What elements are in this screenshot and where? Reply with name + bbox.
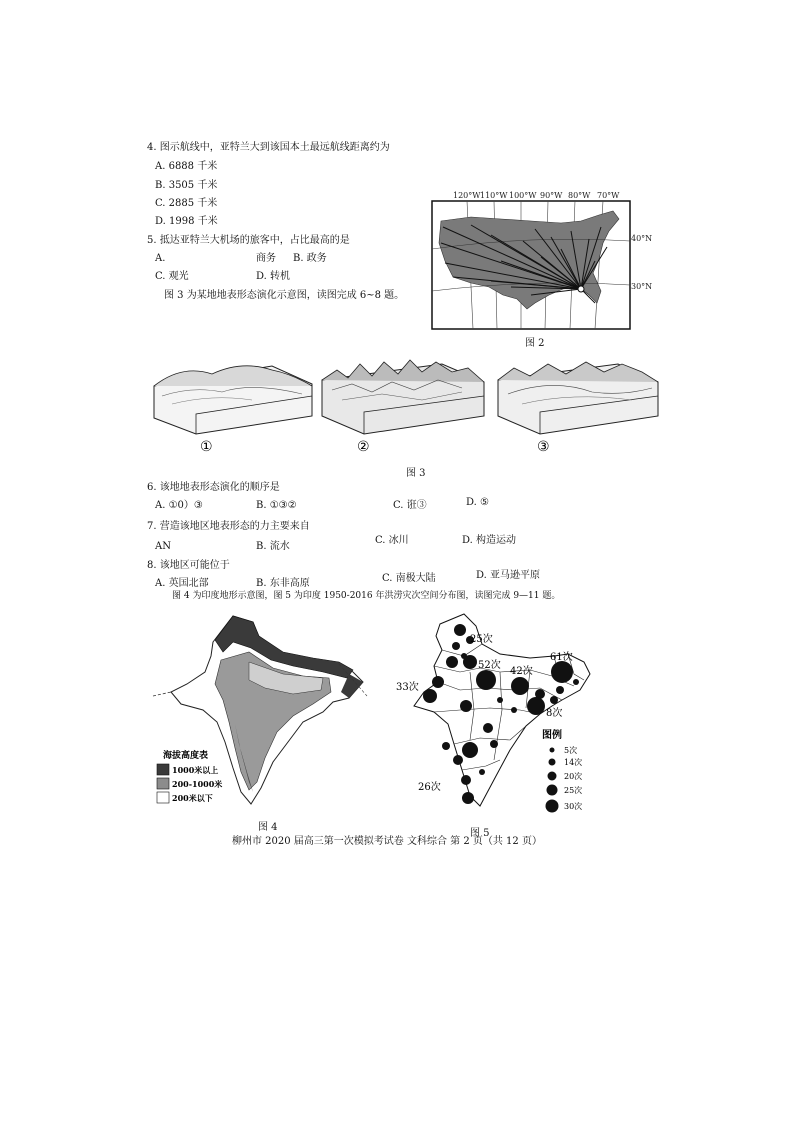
fig5-legend-item: 5次 [564, 746, 578, 755]
fig5-legend-item: 30次 [564, 802, 583, 811]
fig5-legend-title: 图例 [542, 730, 562, 741]
q6-option-a: A. ①0）③ [155, 500, 203, 511]
fig4-legend-item: 1000米以上 [172, 765, 219, 775]
q4-stem: 4. 图示航线中，亚特兰大到该国本土最远航线距离约为 [147, 142, 390, 153]
fig3-caption: 图 3 [406, 468, 426, 479]
fig5-india-flood-map [390, 610, 600, 820]
q5-option-b: B. 政务 [293, 253, 327, 264]
fig2-lon-label: 80°W [568, 191, 591, 200]
fig5-map-label: 61次 [550, 652, 573, 663]
q7-option-d: D. 构造运动 [462, 535, 517, 546]
q5-stem: 5. 抵达亚特兰大机场的旅客中，占比最高的是 [147, 235, 350, 246]
fig4-legend-item: 200米以下 [172, 793, 213, 803]
fig4-legend-swatch [157, 778, 169, 789]
fig5-legend-item: 25次 [564, 786, 583, 795]
fig5-map-label: 52次 [478, 660, 501, 671]
q5-option-a: A. [155, 253, 166, 264]
fig2-lon-label: 120°W [453, 191, 481, 200]
fig5-map-label: 26次 [418, 782, 441, 793]
fig3-block-1 [154, 366, 312, 434]
fig2-caption: 图 2 [525, 338, 545, 349]
fig5-legend-item: 20次 [564, 772, 583, 781]
fig5-legend-dot [546, 800, 559, 813]
q4-option-d: D. 1998 千米 [155, 216, 218, 227]
q6-option-d: D. ⑤ [466, 497, 489, 508]
fig5-map-label: 33次 [396, 682, 419, 693]
fig2-lon-label: 90°W [540, 191, 563, 200]
fig5-map-label: 25次 [470, 634, 493, 645]
fig5-legend-dot [549, 759, 556, 766]
q4-option-a: A. 6888 千米 [155, 161, 218, 172]
q6-stem: 6. 该地地表形态演化的顺序是 [147, 482, 280, 493]
q7-stem: 7. 营造该地区地表形态的力主要来自 [147, 521, 310, 532]
fig4-caption: 图 4 [258, 822, 278, 833]
fig5-caption: 图 5 [470, 828, 490, 839]
fig2-lat-label: 30°N [631, 282, 653, 291]
fig4-legend-swatch [157, 764, 169, 775]
q5-option-d: D. 转机 [256, 271, 291, 282]
q5-option-c: C. 观光 [155, 271, 189, 282]
q8-option-c: C. 南极大陆 [382, 573, 436, 584]
fig4-legend-swatch [157, 792, 169, 803]
q4-option-c: C. 2885 千米 [155, 198, 218, 209]
fig5-map-label: 42次 [510, 666, 533, 677]
q4-option-b: B. 3505 千米 [155, 180, 218, 191]
fig3-block-2 [322, 360, 484, 434]
q8-stem: 8. 该地区可能位于 [147, 560, 230, 571]
fig2-lat-label: 40°N [631, 234, 653, 243]
q6-option-b: B. ①③② [256, 500, 297, 511]
fig4-legend-title: 海拔高度表 [163, 751, 209, 761]
q8-option-a: A. 英国北部 [155, 578, 209, 589]
q6-option-c: C. 诳③ [393, 500, 427, 511]
fig5-legend-dot [548, 772, 557, 781]
fig2-lon-label: 70°W [597, 191, 620, 200]
fig4-legend-item: 200-1000米 [172, 779, 223, 789]
fig5-legend-item: 14次 [564, 758, 583, 767]
q7-option-b: B. 流水 [256, 541, 290, 552]
fig3-label-1: ① [200, 439, 213, 455]
fig5-map-label: 8次 [546, 708, 563, 719]
fig2-lon-label: 100°W [509, 191, 537, 200]
fig3-label-3: ③ [537, 439, 550, 455]
q5-option-a-text: 商务 [256, 253, 276, 264]
q8-option-d: D. 亚马逊平原 [476, 570, 541, 581]
fig2-us-flight-map [431, 191, 653, 331]
fig4-india-relief-map [153, 612, 368, 812]
fig3-label-2: ② [357, 439, 370, 455]
page-footer: 柳州市 2020 届高三第一次模拟考试卷 文科综合 第 2 页（共 12 页） [232, 836, 542, 847]
fig5-legend-dot [550, 748, 555, 753]
fig5-legend-dot [547, 785, 558, 796]
q7-option-a: AN [155, 541, 171, 552]
intro-fig3: 图 3 为某地地表形态演化示意图，读图完成 6~8 题。 [164, 290, 405, 301]
q8-option-b: B. 东非高原 [256, 578, 310, 589]
intro-fig4-5: 图 4 为印度地形示意图，图 5 为印度 1950-2016 年洪涝灾次空间分布图，读图完成 9—11 题。 [172, 591, 561, 601]
q7-option-c: C. 冰川 [375, 535, 409, 546]
fig2-lon-label: 110°W [480, 191, 508, 200]
fig3-landform-blocks [152, 356, 662, 456]
fig3-block-3 [498, 362, 658, 434]
